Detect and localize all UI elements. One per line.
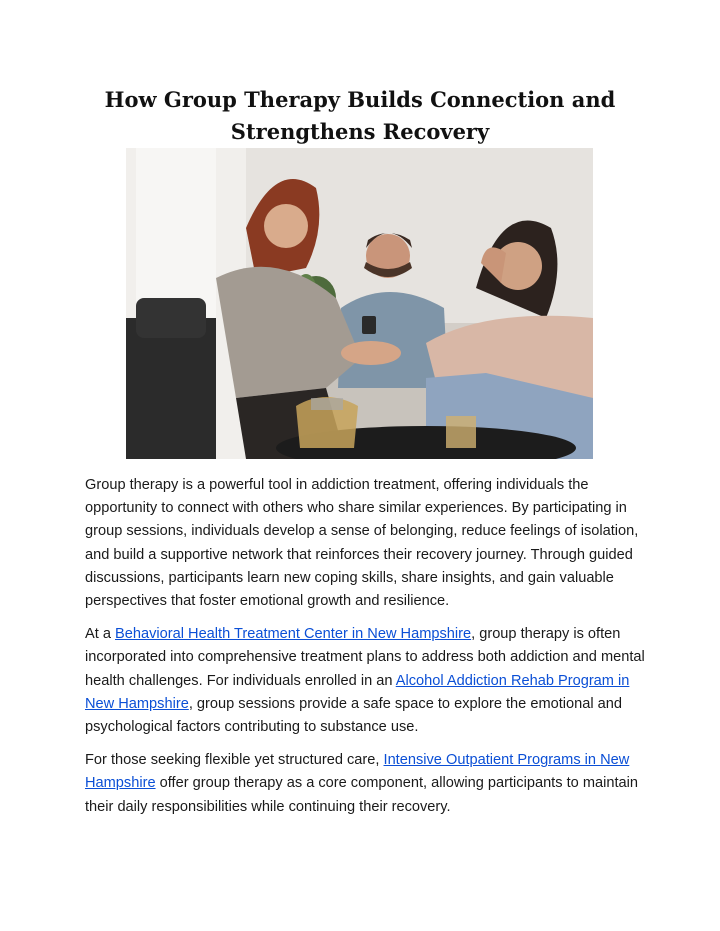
paragraph-intro: Group therapy is a powerful tool in addiction treatment, offering individuals the opportunity to connect with others who share similar experiences. By participating in group sessions, individuals develop a sense of belonging, reduce feelings of isolation, and build a supportive network that reinforces their recovery journey. Through guided discussions, participants learn new coping skills, share insights, and gain valuable perspectives that foster emotional growth and resilience. [85, 477, 639, 610]
page-title: How Group Therapy Builds Connection and Strengthens Recovery [104, 87, 616, 144]
article-body [85, 474, 645, 829]
paragraph-text: At a [85, 626, 116, 643]
paragraph-text: offer group therapy as a core component, allowing participants to maintain their daily responsibilities while continuing their recovery. [85, 775, 638, 815]
intensive-outpatient-link[interactable]: Intensive Outpatient Programs in New Hampshire [85, 752, 630, 792]
paragraph-text: For those seeking flexible yet structured care, [85, 752, 384, 769]
paragraph-treatment-center [85, 623, 645, 739]
alcohol-rehab-link[interactable]: Alcohol Addiction Rehab Program in New Hampshire [85, 672, 630, 712]
paragraph-text: , group therapy is often incorporated into comprehensive treatment plans to address both addiction and mental health challenges. For individuals enrolled in an [85, 626, 645, 689]
paragraph-outpatient [85, 749, 645, 819]
article-photo [126, 148, 593, 459]
therapy-session-illustration [126, 148, 593, 459]
behavioral-health-link[interactable]: Behavioral Health Treatment Center in New Hampshire [115, 626, 472, 643]
paragraph-text: , group sessions provide a safe space to explore the emotional and psychological factors contributing to substance use. [85, 695, 623, 736]
